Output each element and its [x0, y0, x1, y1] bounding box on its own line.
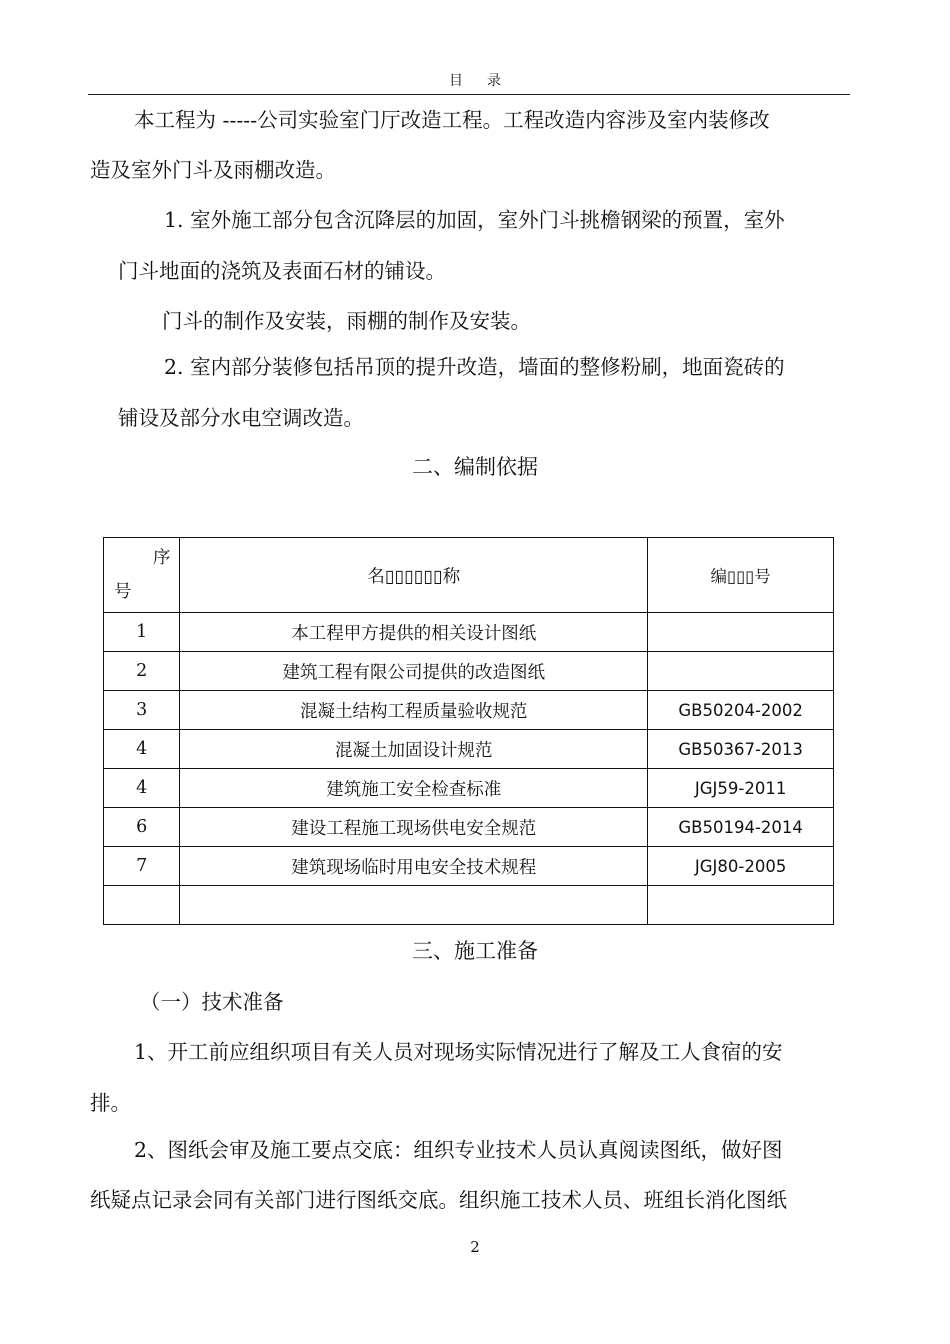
table-row [104, 691, 834, 730]
row-code: GB50367-2013 [648, 730, 834, 769]
row-number [104, 886, 180, 925]
row-code: GB50204-2002 [648, 691, 834, 730]
subsection-technical-prep: （一）技术准备 [140, 990, 284, 1014]
table-row [104, 769, 834, 808]
row-code [648, 886, 834, 925]
outdoor-scope-line-2: 门斗地面的浇筑及表面石材的铺设。 [118, 259, 446, 283]
row-code [648, 652, 834, 691]
header-divider [88, 94, 850, 95]
header-code-cell: 编▯▯▯号 [648, 538, 834, 613]
table-row [104, 847, 834, 886]
page-number: 2 [470, 1238, 480, 1256]
prep-item-1-line-1: 1、开工前应组织项目有关人员对现场实际情况进行了解及工人食宿的安 [134, 1040, 783, 1064]
row-number: 6 [104, 808, 180, 847]
row-number: 1 [104, 613, 180, 652]
row-name: 混凝土结构工程质量验收规范 [180, 691, 648, 730]
row-code: JGJ80-2005 [648, 847, 834, 886]
table-header-row [104, 538, 834, 613]
vestibule-canopy-line: 门斗的制作及安装，雨棚的制作及安装。 [162, 309, 531, 333]
table-row-empty [104, 886, 834, 925]
row-name: 建筑施工安全检查标准 [180, 769, 648, 808]
row-number: 3 [104, 691, 180, 730]
indoor-scope-line-1: 2. 室内部分装修包括吊顶的提升改造，墙面的整修粉刷，地面瓷砖的 [164, 355, 785, 379]
row-name: 混凝土加固设计规范 [180, 730, 648, 769]
reference-standards-table [103, 537, 834, 925]
indoor-scope-line-2: 铺设及部分水电空调改造。 [118, 406, 364, 430]
header-number-label-a: 序 [152, 548, 171, 568]
row-name: 建筑现场临时用电安全技术规程 [180, 847, 648, 886]
header-number-label-b: 号 [113, 582, 132, 602]
row-number: 7 [104, 847, 180, 886]
page-header-title: 目 录 [449, 73, 501, 89]
section-3-heading: 三、施工准备 [412, 939, 538, 963]
prep-item-2-line-1: 2、图纸会审及施工要点交底：组织专业技术人员认真阅读图纸，做好图 [134, 1138, 783, 1162]
row-code: JGJ59-2011 [648, 769, 834, 808]
section-2-heading: 二、编制依据 [412, 455, 538, 479]
row-name: 本工程甲方提供的相关设计图纸 [180, 613, 648, 652]
header-name-cell: 名▯▯▯▯▯▯称 [180, 538, 648, 613]
table-row [104, 808, 834, 847]
table-row [104, 730, 834, 769]
row-number: 2 [104, 652, 180, 691]
row-name: 建设工程施工现场供电安全规范 [180, 808, 648, 847]
prep-item-1-line-2: 排。 [90, 1091, 131, 1115]
header-number-cell [104, 538, 180, 613]
row-code: GB50194-2014 [648, 808, 834, 847]
outdoor-scope-line-1: 1. 室外施工部分包含沉降层的加固，室外门斗挑檐钢梁的预置，室外 [164, 208, 785, 232]
intro-paragraph-line-1: 本工程为 -----公司实验室门厅改造工程。工程改造内容涉及室内装修改 [134, 108, 770, 132]
prep-item-2-line-2: 纸疑点记录会同有关部门进行图纸交底。组织施工技术人员、班组长消化图纸 [90, 1188, 787, 1212]
row-code [648, 613, 834, 652]
row-number: 4 [104, 730, 180, 769]
row-name: 建筑工程有限公司提供的改造图纸 [180, 652, 648, 691]
table-row [104, 613, 834, 652]
row-number: 4 [104, 769, 180, 808]
table-row [104, 652, 834, 691]
intro-paragraph-line-2: 造及室外门斗及雨棚改造。 [90, 158, 336, 182]
row-name [180, 886, 648, 925]
